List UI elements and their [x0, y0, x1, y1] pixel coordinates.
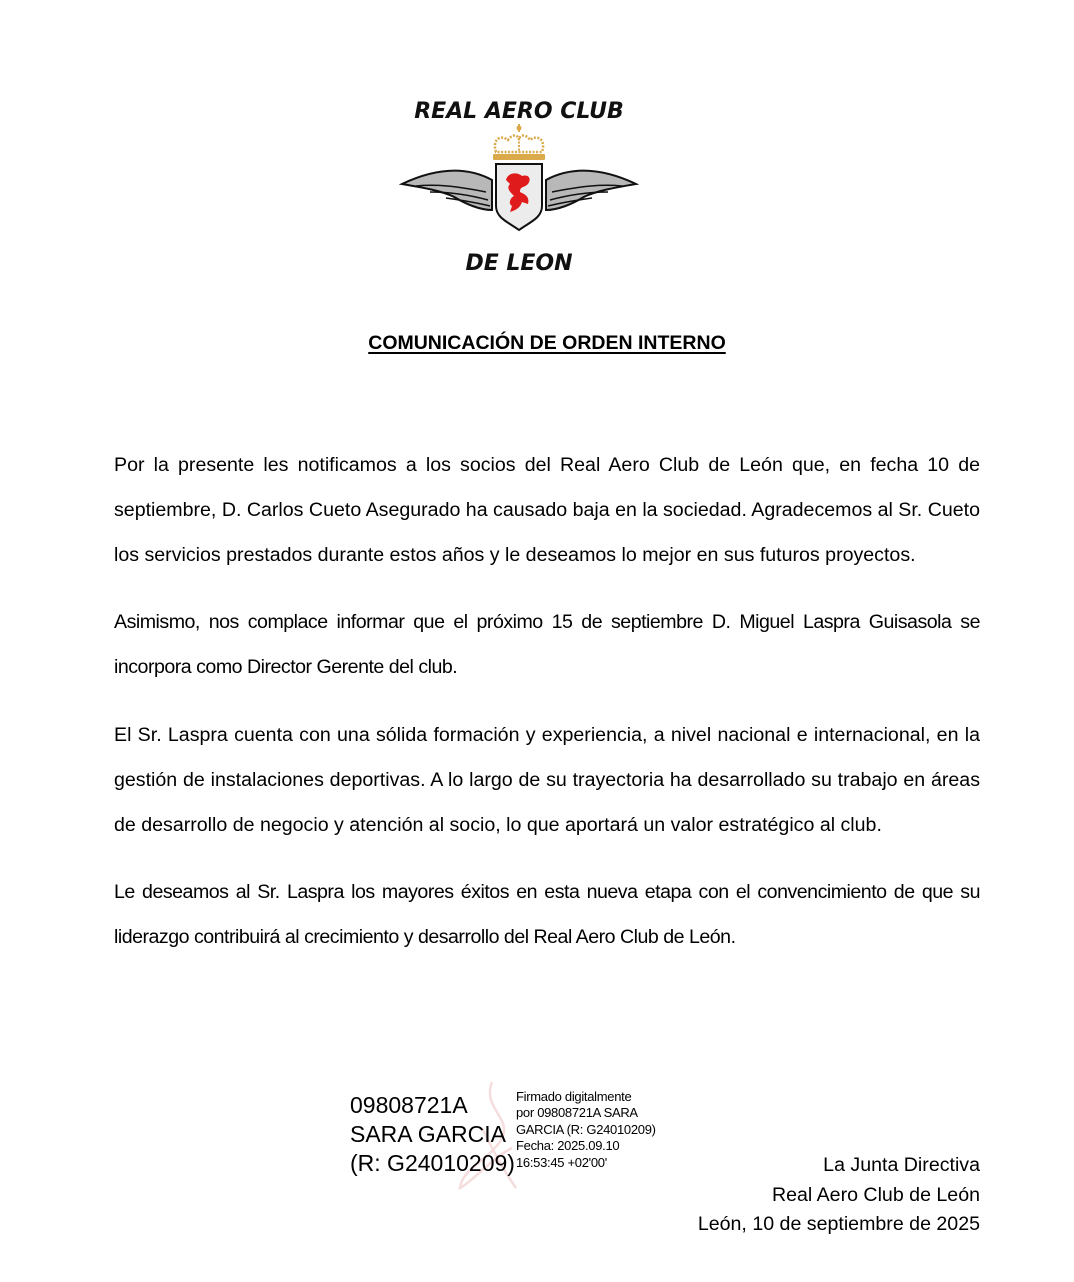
- signer-name: SARA GARCIA: [350, 1121, 506, 1147]
- signature-date: Fecha: 2025.09.10: [516, 1138, 620, 1154]
- crown-icon: [493, 124, 545, 160]
- club-logo: [396, 88, 642, 278]
- document-body: [114, 443, 980, 983]
- closing-block: [698, 1151, 980, 1240]
- closing-organization: Real Aero Club de León: [771, 1183, 980, 1206]
- document-title-text: COMUNICACIÓN DE ORDEN INTERNO: [368, 332, 726, 354]
- paragraph-resignation: Por la presente les notificamos a los socios del Real Aero Club de León que, en fecha 10 de septiembre, D. Carlos Cueto Asegurado ha causado baja en la sociedad. Agradecemos al Sr. Cueto los servicios prestados durante estos años y le deseamos lo mejor en sus futuros proyectos.: [114, 454, 980, 566]
- signature-detail-line: Firmado digitalmente: [516, 1089, 632, 1104]
- right-wing-icon: [546, 171, 636, 210]
- signer-id: 09808721A: [350, 1092, 468, 1118]
- signer-registry: (R: G24010209): [350, 1150, 515, 1176]
- club-emblem-icon: [396, 88, 642, 278]
- paragraph-director-background: El Sr. Laspra cuenta con una sólida formación y experiencia, a nivel nacional e internacional, en la gestión de instalaciones deportivas. A lo largo de su trayectoria ha desarrollado su trabajo en áreas de desarrollo de negocio y atención al socio, lo que aportará un valor estratégico al club.: [114, 723, 980, 836]
- left-wing-icon: [402, 171, 492, 210]
- signature-detail-line: por 09808721A SARA: [516, 1105, 638, 1121]
- document-title: [0, 332, 1074, 355]
- paragraph-new-director: Asimismo, nos complace informar que el próximo 15 de septiembre D. Miguel Laspra Guisasola se incorpora como Director Gerente del club.: [114, 611, 980, 679]
- closing-signatory: La Junta Directiva: [823, 1154, 980, 1176]
- paragraph-closing-wishes: Le deseamos al Sr. Laspra los mayores éxitos en esta nueva etapa con el convencimiento de que su liderazgo contribuirá al crecimiento y desarrollo del Real Aero Club de León.: [114, 881, 980, 949]
- logo-bottom-text: DE LEON: [465, 251, 573, 276]
- signature-time: 16:53:45 +02'00': [516, 1154, 607, 1170]
- signature-detail-line: GARCIA (R: G24010209): [516, 1121, 656, 1137]
- shield-icon: [496, 164, 542, 230]
- logo-top-text: REAL AERO CLUB: [414, 99, 624, 124]
- closing-place-date: León, 10 de septiembre de 2025: [697, 1213, 980, 1235]
- signature-details: [516, 1089, 656, 1171]
- signer-name-block: [350, 1091, 515, 1178]
